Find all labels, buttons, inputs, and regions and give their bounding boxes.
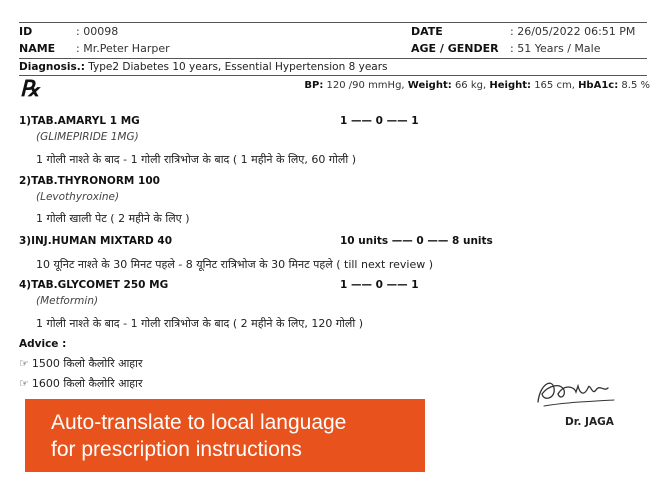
id-label: ID	[19, 25, 33, 38]
medication-2-instruction: 1 गोली खाली पेट ( 2 महीने के लिए )	[36, 212, 190, 225]
medication-4-dosage: 1 —— 0 —— 1	[340, 279, 419, 291]
agegender-value: : 51 Years / Male	[510, 42, 601, 55]
diagnosis-divider	[19, 75, 647, 76]
height-value: 165 cm,	[534, 80, 575, 91]
advice-item-1	[19, 356, 143, 371]
advice-item-2	[19, 376, 143, 391]
diagnosis-text: Type2 Diabetes 10 years, Essential Hypertension 8 years	[88, 61, 388, 73]
name-label: NAME	[19, 42, 56, 55]
date-value: : 26/05/2022 06:51 PM	[510, 25, 636, 38]
bp-label: BP:	[304, 80, 324, 91]
diagnosis-label: Diagnosis.:	[19, 61, 85, 73]
doctor-name: Dr. JAGA	[565, 416, 614, 428]
medication-4-instruction: 1 गोली नाश्ते के बाद - 1 गोली रात्रिभोज के बाद ( 2 महीने के लिए, 120 गोली )	[36, 317, 363, 330]
medication-1-dosage: 1 —— 0 —— 1	[340, 115, 419, 127]
date-label: DATE	[411, 25, 443, 38]
advice-label: Advice :	[19, 338, 67, 350]
height-label: Height:	[489, 80, 531, 91]
agegender-label: AGE / GENDER	[411, 42, 499, 55]
weight-label: Weight:	[407, 80, 452, 91]
vitals	[304, 80, 650, 91]
medication-1-instruction: 1 गोली नाश्ते के बाद - 1 गोली रात्रिभोज के बाद ( 1 महीने के लिए, 60 गोली )	[36, 153, 356, 166]
medication-2-generic: (Levothyroxine)	[36, 191, 120, 203]
diagnosis	[19, 61, 388, 73]
feature-banner	[25, 399, 425, 472]
medication-4-name: 4)TAB.GLYCOMET 250 MG	[19, 279, 169, 291]
medication-4-generic: (Metformin)	[36, 295, 99, 307]
header-row-1	[19, 22, 647, 40]
medication-3-instruction: 10 यूनिट नाश्ते के 30 मिनट पहले - 8 यूनिट रात्रिभोज के 30 मिनट पहले ( till next review )	[36, 258, 434, 271]
bp-value: 120 /90 mmHg,	[326, 80, 405, 91]
medication-1-generic: (GLIMEPIRIDE 1MG)	[36, 131, 139, 143]
pointing-hand-icon: ☞	[19, 357, 29, 370]
weight-value: 66 kg,	[454, 80, 487, 91]
id-value: : 00098	[76, 25, 119, 38]
rx-icon: ℞	[20, 76, 40, 102]
banner-line-1: Auto-translate to local language	[51, 411, 347, 434]
hba1c-value: 8.5 %	[621, 80, 650, 91]
advice-item-1-text: 1500 किलो कैलोरि आहार	[31, 357, 143, 370]
medication-3-dosage: 10 units —— 0 —— 8 units	[340, 235, 493, 247]
advice-item-2-text: 1600 किलो कैलोरि आहार	[31, 377, 143, 390]
hba1c-label: HbA1c:	[578, 80, 619, 91]
pointing-hand-icon: ☞	[19, 377, 29, 390]
medication-3-name: 3)INJ.HUMAN MIXTARD 40	[19, 235, 173, 247]
medication-1-name: 1)TAB.AMARYL 1 MG	[19, 115, 140, 127]
medication-2-name: 2)TAB.THYRONORM 100	[19, 175, 160, 187]
header-divider	[19, 58, 647, 59]
name-value: : Mr.Peter Harper	[76, 42, 170, 55]
header-row-2	[19, 40, 647, 58]
banner-line-2: for prescription instructions	[51, 438, 302, 461]
signature-icon	[530, 372, 620, 412]
